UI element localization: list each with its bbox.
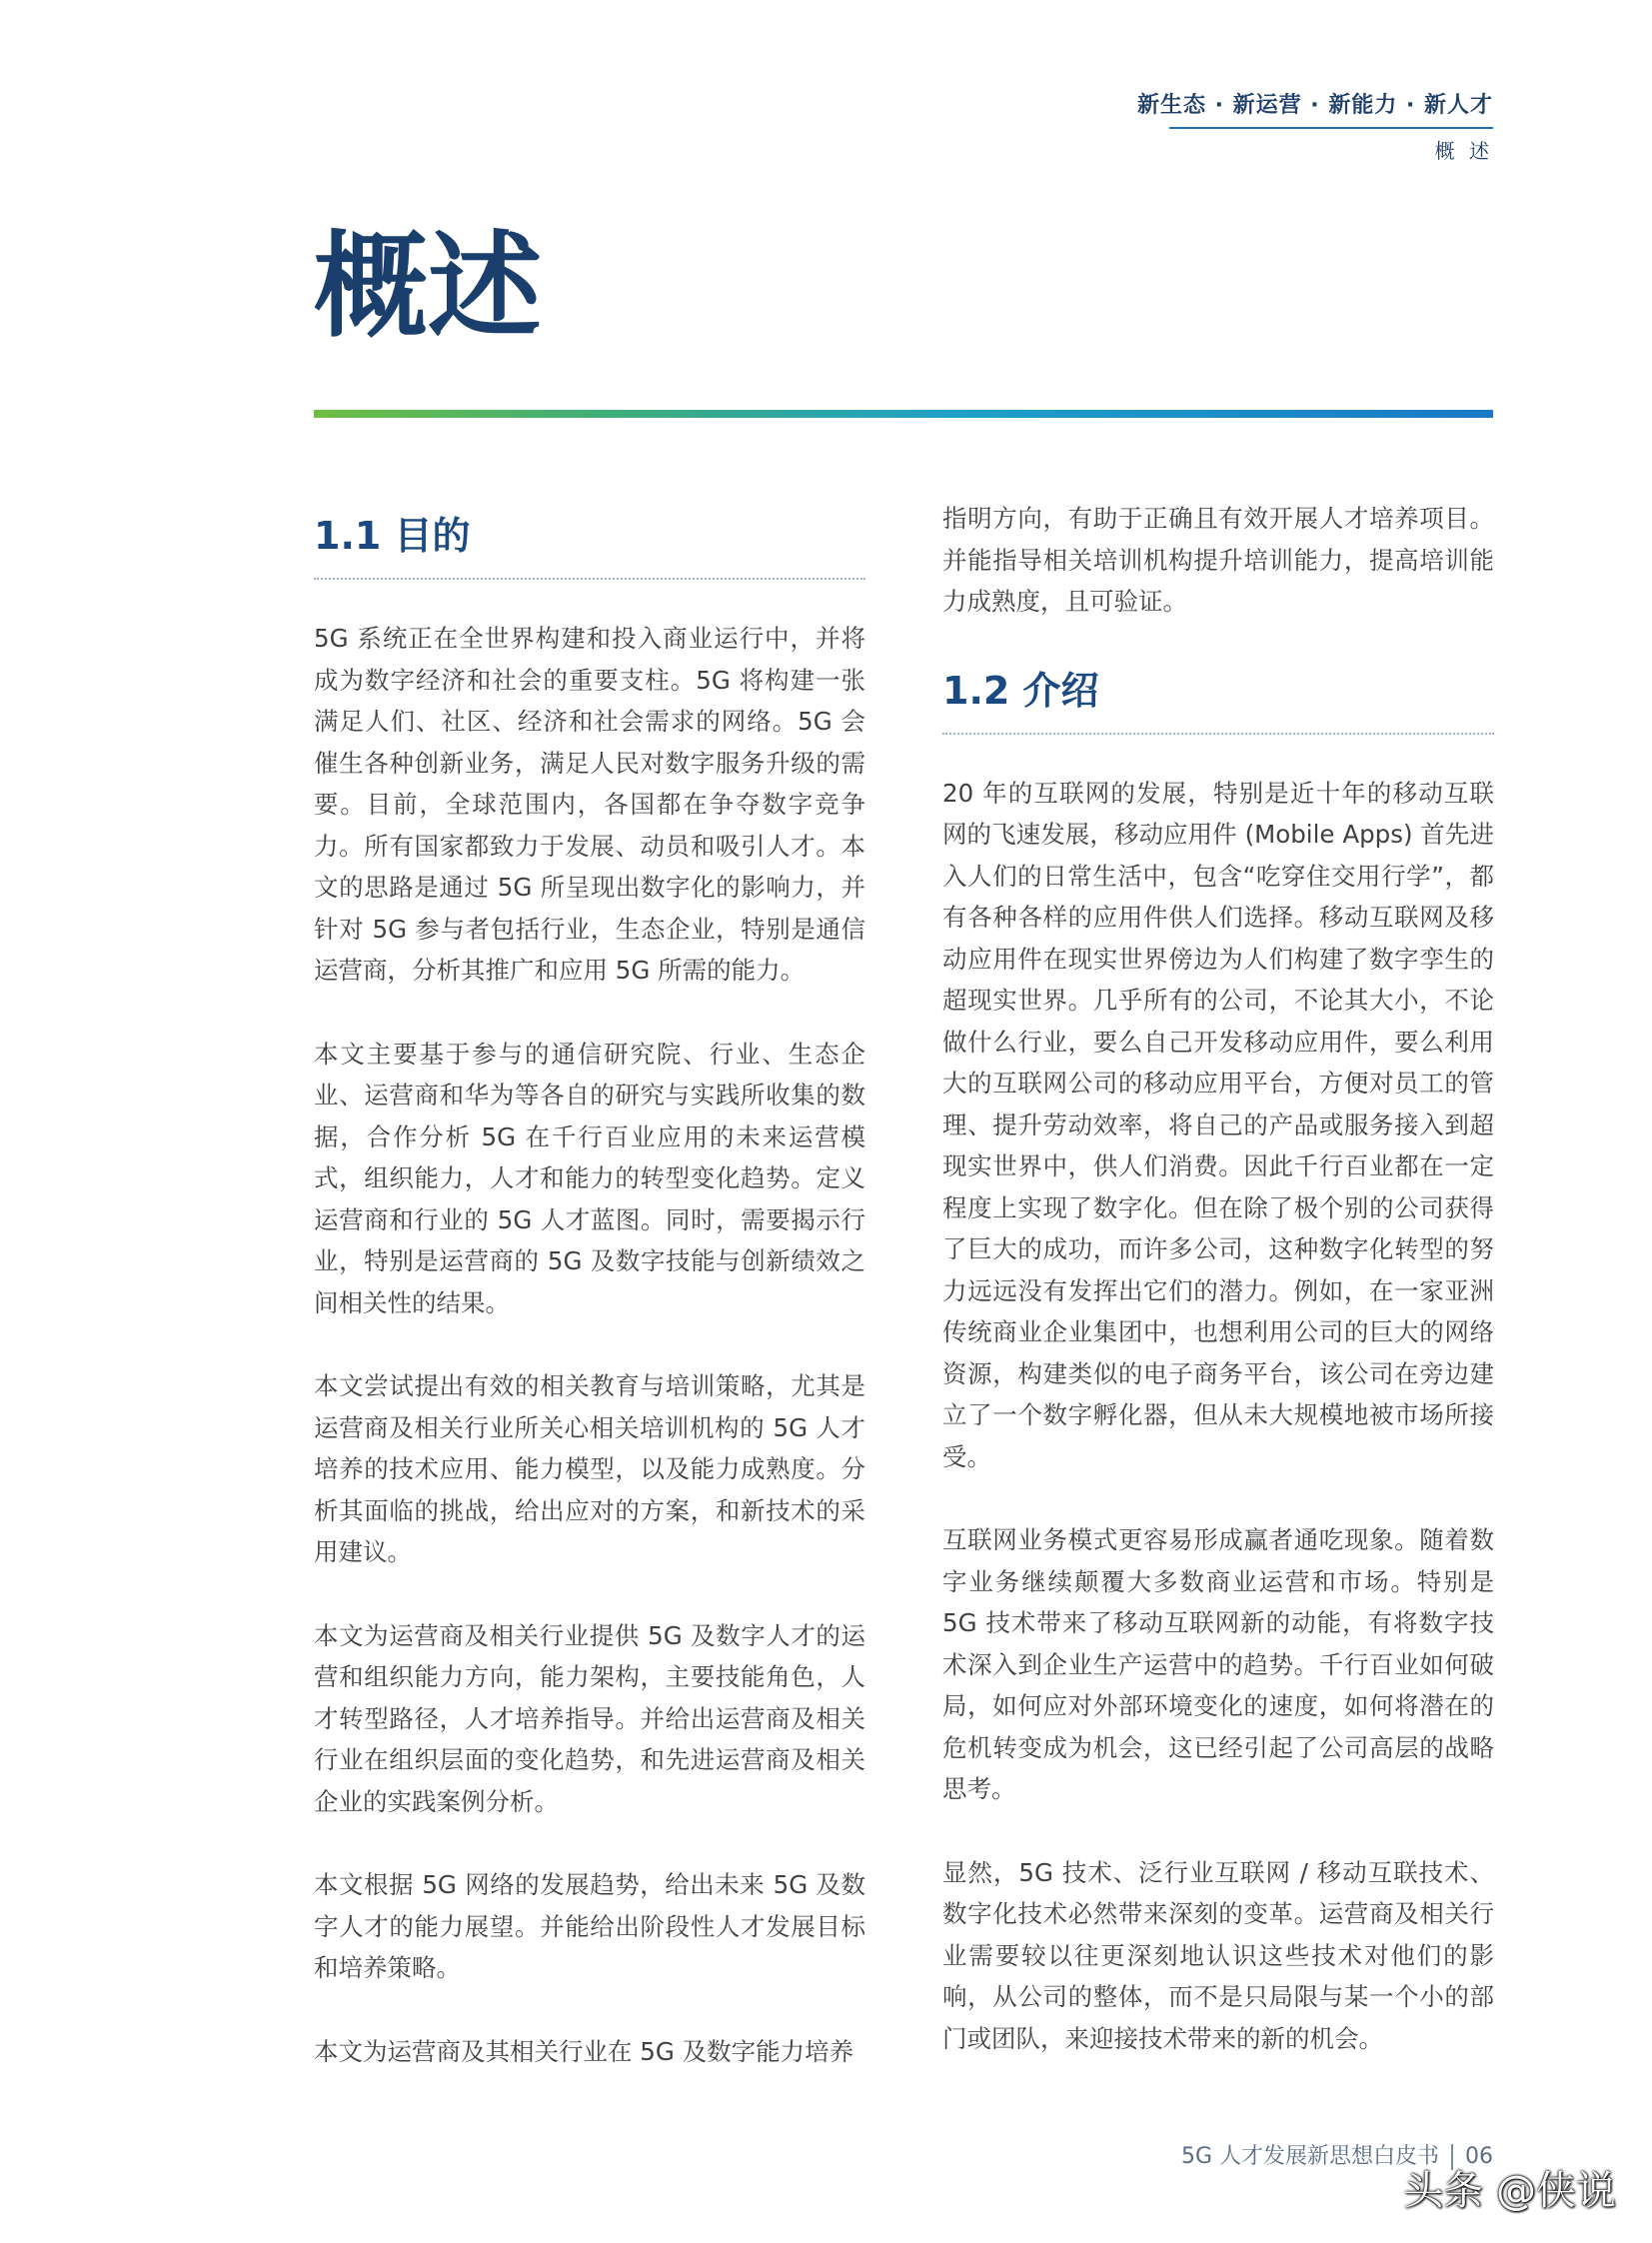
page-number: 06 xyxy=(1465,2144,1493,2169)
section-divider xyxy=(942,733,1494,735)
header-tags: 新生态 · 新运营 · 新能力 · 新人才 xyxy=(1136,93,1493,118)
paragraph: 互联网业务模式更容易形成赢者通吃现象。随着数字业务继续颠覆大多数商业运营和市场。特别是 5G 技术带来了移动互联网新的动能，有将数字技术深入到企业生产运营中的趋势。千行百业如何破局，如何应对外部环境变化的速度，如何将潜在的危机转变成为机会，这已经引起了公司高层的战略思考。 xyxy=(942,1525,1494,1803)
paragraph-continued: 指明方向，有助于正确且有效开展人才培养项目。并能指导相关培训机构提升培训能力，提高培训能力成熟度，且可验证。 xyxy=(942,504,1494,616)
section-divider xyxy=(314,578,865,580)
paragraph: 本文主要基于参与的通信研究院、行业、生态企业、运营商和华为等各自的研究与实践所收集的数据，合作分析 5G 在千行百业应用的未来运营模式，组织能力，人才和能力的转型变化趋势。定义运营商和行业的 5G 人才蓝图。同时，需要揭示行业，特别是运营商的 5G 及数字技能与创新绩效之间相关性的结果。 xyxy=(314,1039,865,1317)
paragraph: 本文尝试提出有效的相关教育与培训策略，尤其是运营商及相关行业所关心相关培训机构的 5G 人才培养的技术应用、能力模型，以及能力成熟度。分析其面临的挑战，给出应对的方案，和新技术的采用建议。 xyxy=(314,1371,865,1566)
title-gradient-bar xyxy=(314,410,1493,418)
footer-doc-title: 5G 人才发展新思想白皮书 xyxy=(1180,2144,1439,2169)
watermark: 头条 @侠说 xyxy=(1403,2168,1616,2214)
section-heading-introduction: 1.2 介绍 xyxy=(942,668,1099,713)
paragraph: 本文为运营商及相关行业提供 5G 及数字人才的运营和组织能力方向，能力架构，主要技能角色，人才转型路径，人才培养指导。并给出运营商及相关行业在组织层面的变化趋势，和先进运营商及相关企业的实践案例分析。 xyxy=(314,1620,865,1816)
page-title: 概述 xyxy=(314,220,543,353)
paragraph: 20 年的互联网的发展，特别是近十年的移动互联网的飞速发展，移动应用件 (Mobile Apps) 首先进入人们的日常生活中，包含“吃穿住交用行学”，都有各种各样的应用件供人们选择。移动互联网及移动应用件在现实世界傍边为人们构建了数字孪生的超现实世界。几乎所有的公司，不论其大小，不论做什么行业，要么自己开发移动应用件，要么利用大的互联网公司的移动应用平台，方便对员工的管理、提升劳动效率，将自己的产品或服务接入到超现实世界中，供人们消费。因此千行百业都在一定程度上实现了数字化。但在除了极个别的公司获得了巨大的成功，而许多公司，这种数字化转型的努力远远没有发挥出它们的潜力。例如，在一家亚洲传统商业企业集团中，也想利用公司的巨大的网络资源，构建类似的电子商务平台，该公司在旁边建立了一个数字孵化器，但从未大规模地被市场所接受。 xyxy=(942,778,1494,1471)
header-divider xyxy=(1169,127,1493,129)
left-column xyxy=(314,498,865,2114)
section-heading-purpose: 1.1 目的 xyxy=(314,514,471,558)
header-section-label: 概 述 xyxy=(1434,139,1493,163)
right-column xyxy=(942,498,1494,2101)
paragraph: 显然，5G 技术、泛行业互联网 / 移动互联技术、数字化技术必然带来深刻的变革。运营商及相关行业需要较以往更深刻地认识这些技术对他们的影响，从公司的整体，而不是只局限与某一个小的部门或团队，来迎接技术带来的新的机会。 xyxy=(942,1857,1494,2053)
paragraph: 本文根据 5G 网络的发展趋势，给出未来 5G 及数字人才的能力展望。并能给出阶段性人才发展目标和培养策略。 xyxy=(314,1870,865,1982)
paragraph: 5G 系统正在全世界构建和投入商业运行中，并将成为数字经济和社会的重要支柱。5G 将构建一张满足人们、社区、经济和社会需求的网络。5G 会催生各种创新业务，满足人民对数字服务升级的需要。目前，全球范围内，各国都在争夺数字竞争力。所有国家都致力于发展、动员和吸引人才。本文的思路是通过 5G 所呈现出数字化的影响力，并针对 5G 参与者包括行业，生态企业，特别是通信运营商，分析其推广和应用 5G 所需的能力。 xyxy=(314,624,865,985)
paragraph: 本文为运营商及其相关行业在 5G 及数字能力培养 xyxy=(314,2036,854,2066)
